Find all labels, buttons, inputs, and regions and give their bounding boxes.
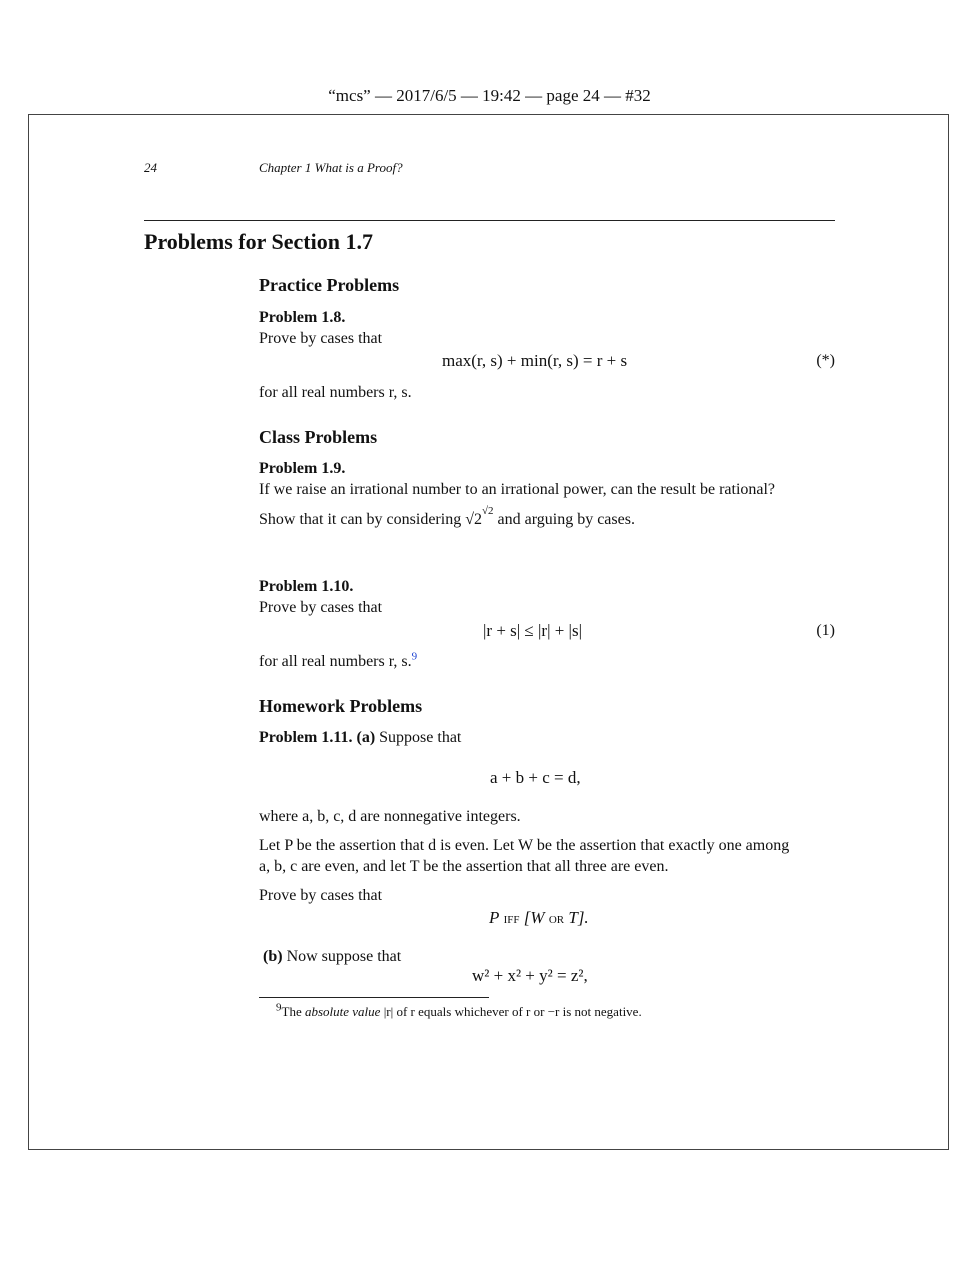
footnote-text-post: |r| of r equals whichever of r or −r is not negative. [383, 1004, 642, 1019]
part-b-text: Now suppose that [286, 948, 402, 965]
problem-1-11-para1: Let P be the assertion that d is even. Let W be the assertion that exactly one among [259, 837, 790, 854]
problem-1-11-eq2 [489, 908, 589, 928]
problem-1-10-after-text: for all real numbers r, s. [259, 653, 412, 670]
problem-1-10-after [259, 650, 418, 671]
footnote-text-emphasis: absolute value [304, 1004, 381, 1019]
problem-1-10-equation: |r + s| ≤ |r| + |s| [483, 621, 582, 640]
sqrt2-power-expression: $√2^{√2}$ [465, 505, 494, 528]
homework-heading: Homework Problems [259, 696, 423, 716]
eq2-or: or [548, 911, 565, 927]
problem-1-8-intro: Prove by cases that [259, 330, 383, 347]
problem-1-8-tag: (*) [816, 352, 835, 369]
section-rule [144, 220, 835, 221]
part-a-text: Suppose that [379, 729, 462, 746]
eq2-iff: iff [503, 911, 520, 927]
problem-1-9-line2-pre: Show that it can by considering [259, 511, 462, 528]
eq2-t: T]. [568, 908, 589, 927]
problem-1-11-label: Problem 1.11. [259, 729, 353, 746]
problem-1-11-line [259, 729, 461, 747]
problem-1-11-para2: a, b, c are even, and let T be the assertion that all three are even. [259, 858, 669, 875]
problem-1-11-eq1: a + b + c = d, [490, 768, 581, 787]
problem-1-10-intro: Prove by cases that [259, 599, 383, 616]
footnote-rule [259, 997, 489, 998]
problem-1-8-equation: max(r, s) + min(r, s) = r + s [442, 351, 628, 370]
eq2-w: [W [523, 908, 545, 927]
problem-1-11-where: where a, b, c, d are nonnegative integers. [259, 808, 521, 825]
problem-1-10-label: Problem 1.10. [259, 578, 354, 595]
problem-1-8-after: for all real numbers r, s. [259, 384, 412, 401]
page-stamp: “mcs” — 2017/6/5 — 19:42 — page 24 — #32 [328, 86, 651, 105]
part-b-label: (b) [263, 948, 283, 965]
running-head: Chapter 1 What is a Proof? [259, 160, 403, 175]
part-a-label: (a) [356, 729, 376, 746]
section-title: Problems for Section 1.7 [144, 229, 373, 254]
class-heading: Class Problems [259, 427, 378, 447]
problem-1-8-label: Problem 1.8. [259, 309, 346, 326]
footnote-9-link[interactable]: 9 [411, 650, 418, 663]
problem-1-9-line2-post: and arguing by cases. [497, 511, 635, 528]
page-number: 24 [144, 160, 157, 175]
problem-1-9-line2 [259, 505, 635, 529]
problem-1-10-tag: (1) [816, 622, 835, 639]
footnote-9 [276, 1001, 642, 1020]
part-b-line [263, 948, 401, 966]
problem-1-9-label: Problem 1.9. [259, 460, 346, 477]
footnote-mark: 9 [276, 1001, 282, 1014]
eq2-p: P [489, 908, 500, 927]
problem-1-11-prove: Prove by cases that [259, 887, 383, 904]
problem-1-11-eq3: w² + x² + y² = z², [472, 966, 588, 985]
footnote-text-pre: The [281, 1004, 302, 1019]
problem-1-9-line1: If we raise an irrational number to an irrational power, can the result be rational? [259, 481, 776, 498]
practice-heading: Practice Problems [259, 275, 400, 295]
